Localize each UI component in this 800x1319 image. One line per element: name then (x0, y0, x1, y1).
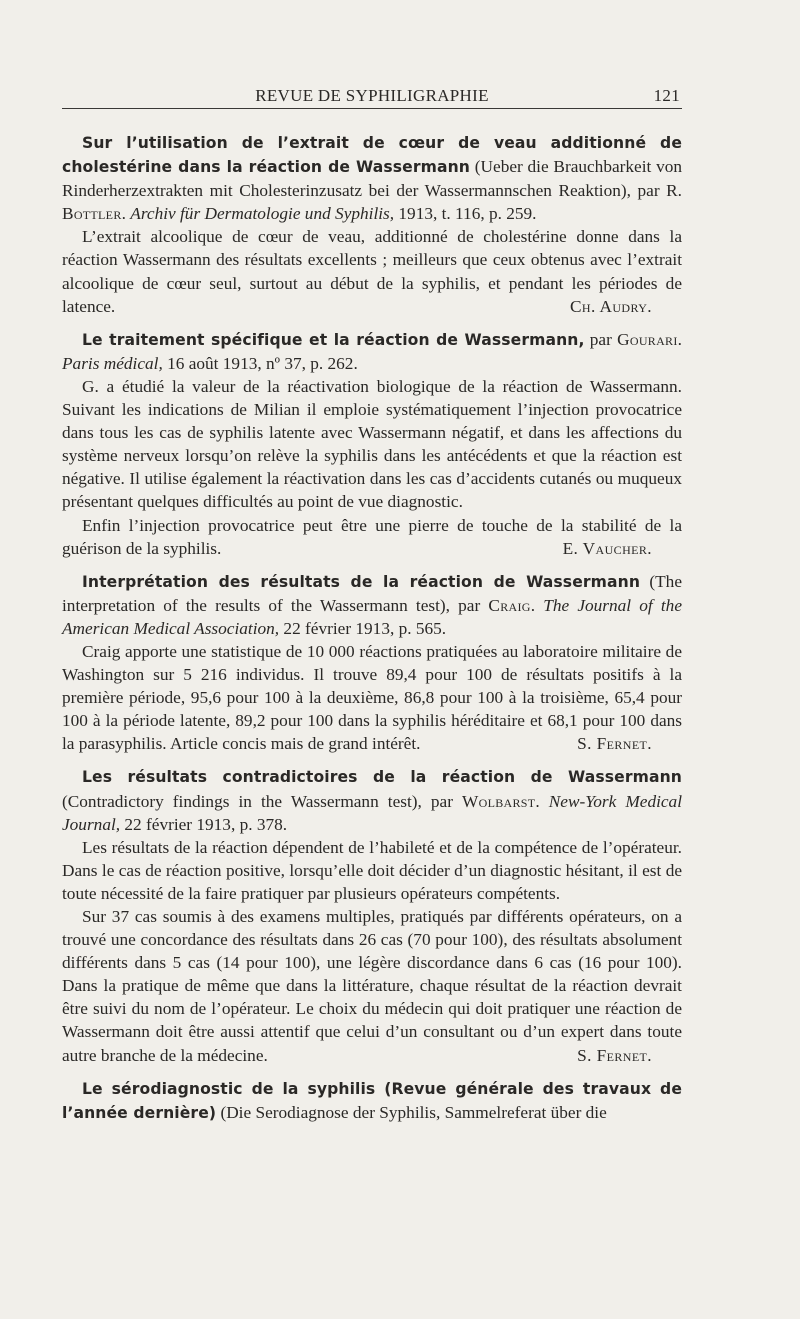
entry-paragraph: Les résultats de la réaction dépendent de l’habileté et de la compétence de l’opérateur. Dans le cas de réaction positive, lorsqu’elle doit décider d’un diagnostic hésitant, il est de toute nécessité de la faire pratiquer par plusieurs opérateurs compétents. (62, 837, 682, 903)
entry-title: Le traitement spécifique et la réaction de Wassermann, (82, 330, 585, 349)
ref-separator: . (121, 204, 131, 224)
entry-citation: 22 février 1913, p. 565. (279, 618, 447, 638)
signature: Ch. Audry. (569, 296, 652, 316)
abstract-entry (62, 765, 682, 1066)
entry-title: Interprétation des résultats de la réaction de Wassermann (82, 572, 641, 591)
entry-paragraph (62, 514, 682, 560)
signature: S. Fernet. (577, 1045, 652, 1065)
entry-heading (62, 131, 682, 225)
article-body (62, 131, 682, 1135)
entry-journal: Archiv für Dermatologie und Syphilis, (130, 204, 395, 224)
paragraph-text: Sur 37 cas soumis à des examens multiples, pratiqués par différents opérateurs, on a trouvé une concordance des résultats dans 26 cas (70 pour 100), des résultats absolument différents dans 5 cas (14 pour 100), une légère discordance dans 6 cas (16 pour 100). Dans la pratique de même que dans la littérature, chaque résultat de la réaction devrait être suivi du nom de l’opérateur. Le choix du médecin qui doit pratiquer une réaction de Wassermann doit être aussi attentif que celui d’un consultant ou d’un expert dans toute autre branche de la médecine. (62, 907, 682, 1065)
entry-heading (62, 765, 682, 835)
entry-reference: (Contradictory findings in the Wassermann test), par (62, 791, 463, 811)
ref-separator: . (535, 791, 549, 811)
entry-reference: (Ueber die Brauchbarkeit von Rinderherzextrakten mit Cholesterinzusatz bei der Wassermannschen Reaktion), par R. (62, 157, 682, 201)
entry-author: Wolbarst (462, 791, 536, 811)
entry-journal: The Journal of the American Medical Association, (62, 595, 682, 638)
page-number: 121 (653, 86, 680, 105)
entry-author: Craig (488, 595, 531, 615)
paragraph-text: Enfin l’injection provocatrice peut être une pierre de touche de la stabilité de la guérison de la syphilis. (62, 515, 682, 558)
entry-heading (62, 570, 682, 640)
entry-paragraph (62, 225, 682, 317)
entry-citation: 22 février 1913, p. 378. (120, 814, 288, 834)
ref-separator: . (677, 329, 682, 349)
running-head (62, 86, 682, 109)
entry-paragraph: G. a étudié la valeur de la réactivation biologique de la réaction de Wassermann. Suivant les indications de Milian il emploie systématiquement l’injection provocatrice dans tous les cas de syphilis latente avec Wassermann négatif, et dans les affections du système nerveux lorsqu’on relève la syphilis dans les antécédents et que la réaction est négative. Il utilise également la réactivation dans les cas d’accidents cutanés ou muqueux présentant quelques difficultés au point de vue diagnostic. (62, 376, 682, 512)
entry-title: Le sérodiagnostic de la syphilis (Revue générale des travaux de l’année dernière) (62, 1079, 682, 1122)
entry-paragraph (62, 640, 682, 755)
entry-heading (62, 328, 682, 375)
entry-author: Bottler (62, 204, 122, 224)
entry-citation: 16 août 1913, nº 37, p. 262. (162, 353, 358, 373)
abstract-entry (62, 570, 682, 756)
entry-journal: Paris médical, (62, 353, 163, 373)
entry-title: Les résultats contradictoires de la réaction de Wassermann (82, 768, 682, 787)
entry-reference: (The interpretation of the results of the Wassermann test), par (62, 571, 682, 615)
paragraph-text: L’extrait alcoolique de cœur de veau, additionné de cholestérine donne dans la réaction Wassermann des résultats excellents ; meilleurs que ceux obtenus avec l’extrait alcoolique de cœur seul, surtout au début de la syphilis, et pendant les périodes de latence. (62, 227, 682, 316)
entry-title: Sur l’utilisation de l’extrait de cœur de veau additionné de cholestérine dans la réaction de Wassermann (62, 134, 682, 177)
entry-author: Gourari (617, 329, 678, 349)
signature: E. Vaucher. (562, 538, 652, 558)
abstract-entry (62, 131, 682, 318)
paragraph-text: Craig apporte une statistique de 10 000 réactions pratiquées au laboratoire militaire de Washington sur 5 216 individus. Il trouve 89,4 pour 100 de résultats positifs à la première période, 95,6 pour 100 à la deuxième, 86,8 pour 100 à la troisième, 65,4 pour 100 à la période latente, 89,2 pour 100 dans la syphilis héréditaire et 68,1 pour 100 dans la parasyphilis. Article concis mais de grand intérêt. (62, 641, 682, 754)
entry-reference: (Die Serodiagnose der Syphilis, Sammelreferat über die (216, 1102, 607, 1122)
entry-paragraph (62, 905, 682, 1067)
signature: S. Fernet. (577, 734, 652, 754)
abstract-entry-truncated (62, 1077, 682, 1125)
entry-heading (62, 1077, 682, 1125)
abstract-entry (62, 328, 682, 560)
entry-reference: par (584, 329, 618, 349)
ref-separator: . (530, 595, 544, 615)
entry-journal: New-York Medical Journal, (62, 791, 682, 834)
entry-citation: 1913, t. 116, p. 259. (394, 204, 537, 224)
running-title: REVUE DE SYPHILIGRAPHIE (255, 86, 489, 105)
